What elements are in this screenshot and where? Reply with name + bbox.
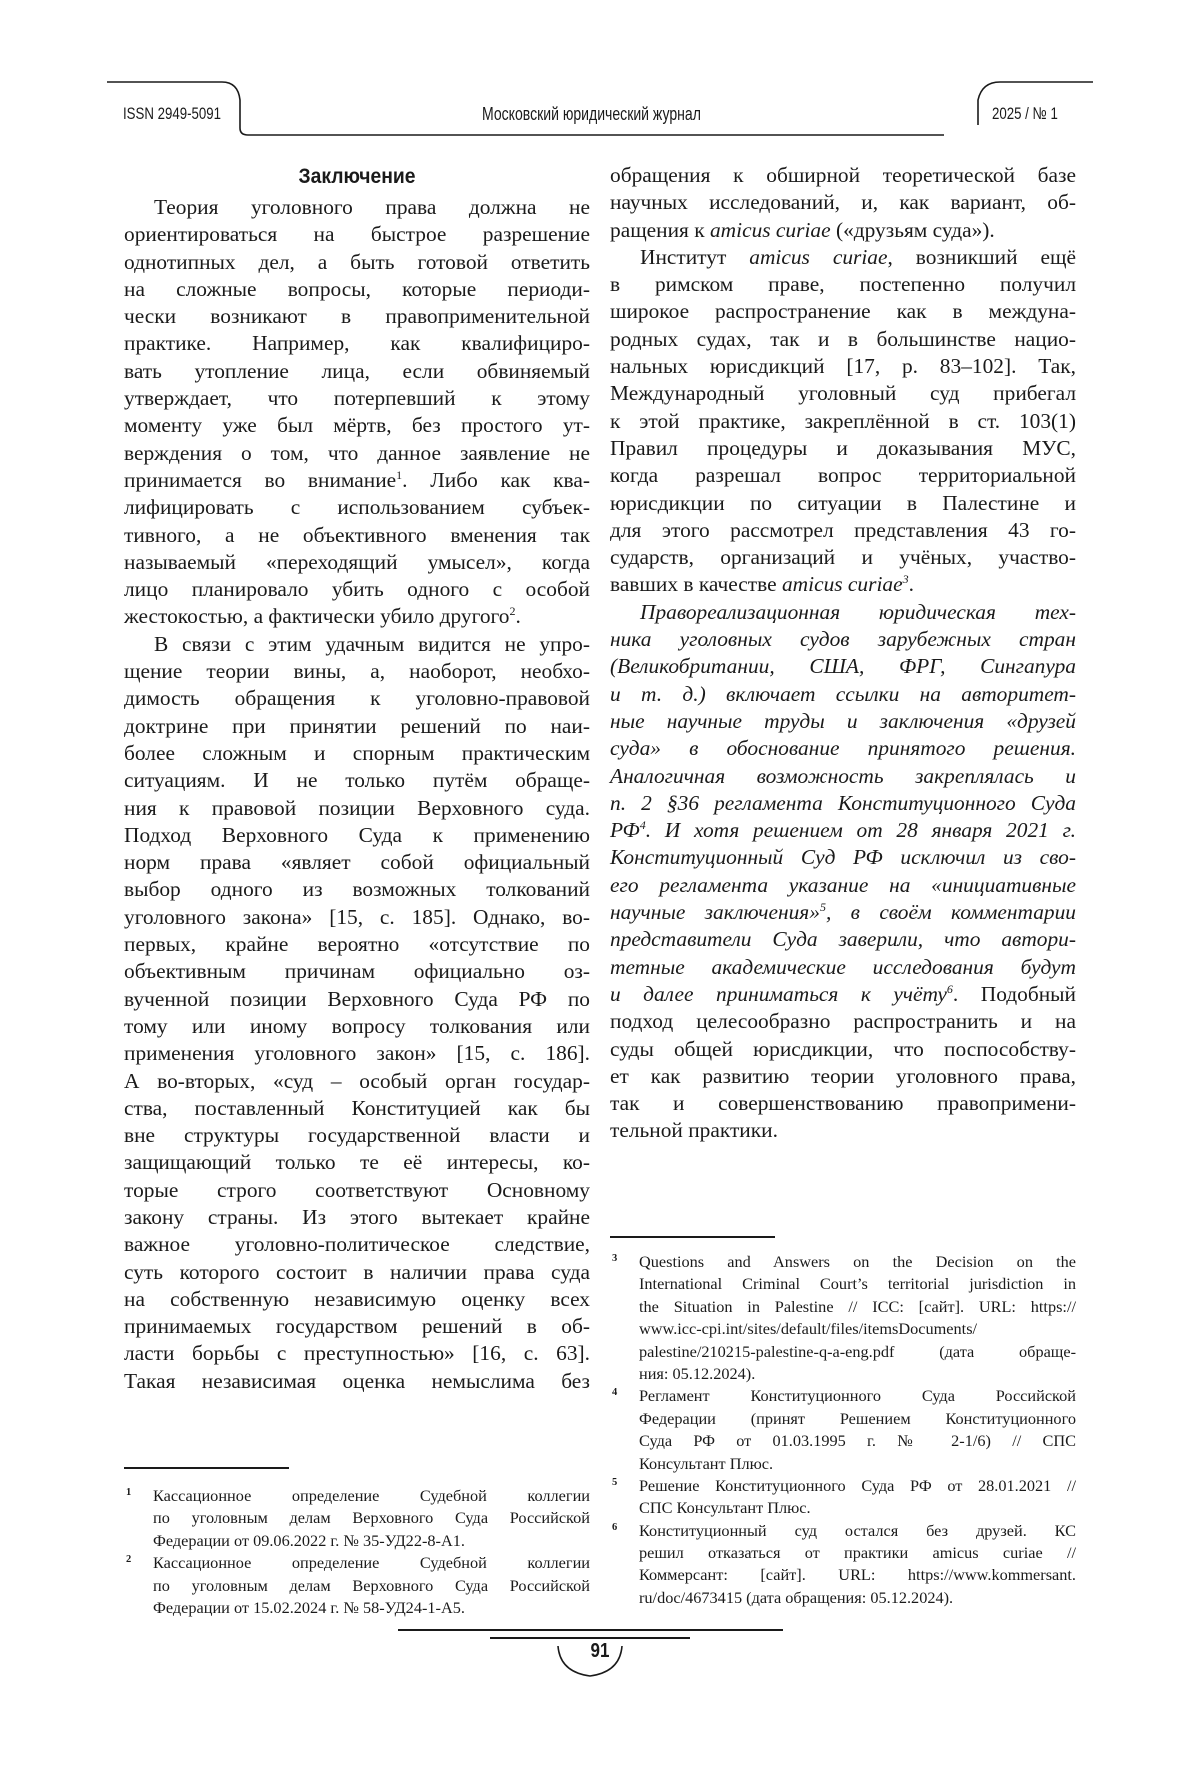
text-fragment: научные заключения»	[610, 900, 820, 925]
footnote-4	[610, 1385, 1076, 1475]
text-line: ет как развитию теории уголовного права,	[610, 1063, 1076, 1088]
right-column	[610, 162, 1076, 1145]
left-column	[124, 162, 590, 1395]
footnote-line: Федерации от 15.02.2024 г. № 58-УД24-1-А5.	[153, 1597, 465, 1617]
paragraph	[610, 244, 1076, 599]
text-line: тельной практики.	[610, 1118, 778, 1143]
text-line: вученной позиции Верховного Суда РФ по	[124, 986, 590, 1011]
text-line: применения уголовного закон» [15, с. 186].	[124, 1041, 590, 1066]
text-line: его регламента указание на «инициативные	[610, 872, 1076, 897]
footnote-number: 2	[126, 1554, 132, 1566]
text-line: первых, крайне вероятно «отсутствие по	[124, 932, 590, 957]
footnote-number: 4	[612, 1387, 618, 1399]
text-line: сударств, организаций и учёных, участво-	[610, 545, 1076, 570]
paragraph	[124, 631, 590, 1395]
text-line: суды общей юрисдикции, что поспособству-	[610, 1036, 1076, 1061]
footnote-line: International Criminal Court’s territorial jurisdiction in	[639, 1274, 1076, 1294]
text-line: для этого рассмотрел представления 43 го-	[610, 517, 1076, 542]
text-fragment: . И хотя решением от 28 января 2021 г.	[645, 818, 1076, 843]
footnote-number: 1	[126, 1487, 132, 1498]
text-line: юрисдикции по ситуации в Палестине и	[610, 490, 1076, 515]
text-line: защищающий только те её интересы, ко-	[124, 1150, 590, 1175]
text-line: обращения к обширной теоретической базе	[610, 163, 1076, 187]
text-fragment: вавших в качестве	[610, 572, 782, 597]
section-heading: Заключение	[298, 165, 416, 188]
latin-term: amicus curiae	[749, 244, 888, 269]
text-line: димость обращения к уголовно-правовой	[124, 686, 590, 711]
footnote-separator	[124, 1467, 289, 1469]
text-line: научных исследований, и, как вариант, об-	[610, 190, 1076, 215]
text-line: суть которого состоит в наличии права суда	[124, 1259, 590, 1284]
text-line: так и совершенствованию правопримени-	[610, 1091, 1076, 1116]
footnote-line: the Situation in Palestine // ICC: [сайт]. URL: https://	[639, 1296, 1076, 1316]
latin-term: amicus curiae	[781, 572, 903, 597]
footnote-ref-1[interactable]: 1	[396, 467, 403, 482]
text-fragment: принимается во внимание	[124, 467, 397, 492]
text-line: В связи с этим удачным видится не упро-	[154, 631, 590, 656]
footnote-2	[124, 1552, 590, 1619]
paragraph	[610, 162, 1076, 244]
text-line: ласти борьбы с преступностью» [16, с. 63].	[124, 1341, 590, 1366]
text-line: Правореализационная юридическая тех-	[640, 599, 1076, 624]
text-line: более сложным и спорным практическим	[124, 740, 590, 765]
text-fragment: Институт	[640, 244, 750, 269]
text-line: вать утопление лица, если обвиняемый	[124, 358, 590, 383]
footnote-line: Кассационное определение Судебной коллегии	[153, 1486, 590, 1505]
footnote-number: 5	[612, 1476, 618, 1488]
text-line	[610, 981, 1076, 1008]
footnote-number: 3	[612, 1253, 618, 1264]
text-line: однотипных дел, а быть готовой ответить	[124, 249, 590, 274]
text-line: лифицировать с использованием субъек-	[124, 495, 590, 520]
footnote-number: 6	[612, 1521, 618, 1533]
text-line: представители Суда заверили, что автори-	[610, 927, 1076, 952]
text-fragment: , возникший ещё	[887, 244, 1076, 269]
text-line: тому или иному вопросу толкования или	[124, 1013, 590, 1038]
text-line: подход целесообразно распространить и на	[610, 1009, 1076, 1034]
footnote-6	[610, 1520, 1076, 1610]
text-line: доктрине при принятии решений по наи-	[124, 713, 590, 738]
text-line: Подход Верховного Суда к применению	[124, 822, 590, 847]
text-fragment: («друзьям суда»).	[830, 217, 995, 242]
text-line: (Великобритании, США, ФРГ, Сингапура	[610, 654, 1076, 679]
footnote-line: Кассационное определение Судебной коллегии	[153, 1553, 590, 1573]
text-line	[610, 899, 1076, 926]
text-line: на собственную независимую оценку всех	[124, 1286, 590, 1311]
text-line: чески возникают в правоприменительной	[124, 304, 590, 329]
text-fragment: . Подобный	[952, 981, 1076, 1006]
text-fragment: , в своём комментарии	[825, 900, 1076, 925]
text-line: Аналогичная возможность закреплялась и	[610, 763, 1076, 788]
footnote-line: по уголовным делам Верховного Суда Российской	[153, 1508, 590, 1528]
footnote-ref-3[interactable]: 3	[902, 572, 909, 587]
text-fragment: .	[515, 604, 521, 629]
text-line	[124, 603, 590, 630]
text-fragment: ращения к	[610, 217, 710, 242]
text-line: Правил процедуры и доказывания МУС,	[610, 435, 1076, 460]
footnote-line: Решение Конституционного Суда РФ от 28.01.2021 //	[639, 1475, 1076, 1495]
text-fragment: . Либо как ква-	[402, 467, 590, 492]
paragraph	[610, 599, 1076, 1145]
text-line: ника уголовных судов зарубежных стран	[610, 627, 1076, 652]
footnote-line: Федерации от 09.06.2022 г. № 35-УД22-8-А1.	[153, 1530, 465, 1550]
footnote-line: Регламент Конституционного Суда Российской	[639, 1386, 1076, 1406]
text-line: Такая независимая оценка немыслима без	[124, 1368, 590, 1393]
footnote-line: ru/doc/4673415 (дата обращения: 05.12.2024).	[639, 1587, 954, 1607]
text-line: ния к правовой позиции Верховного суда.	[124, 795, 590, 820]
text-line	[610, 817, 1076, 844]
footnotes-right	[610, 1251, 1076, 1609]
text-line: практике. Например, как квалифициро-	[124, 331, 590, 356]
footnotes-left	[124, 1485, 590, 1619]
footnote-line: решил отказаться от практики amicus curiae //	[639, 1543, 1076, 1563]
issn: ISSN 2949-5091	[123, 104, 222, 123]
text-line: ные научные труды и заключения «друзей	[610, 708, 1076, 733]
text-fragment: .	[908, 572, 914, 597]
footnote-ref-4[interactable]: 4	[639, 818, 646, 832]
text-line	[124, 467, 590, 494]
footnote-1	[124, 1485, 590, 1552]
text-line	[610, 217, 1076, 244]
text-line: тетные академические исследования будут	[610, 954, 1076, 979]
text-line: называемый «переходящий умысел», когда	[124, 549, 590, 574]
text-line: ства, поставленный Конституцией как бы	[124, 1095, 590, 1120]
footnote-ref-6[interactable]: 6	[946, 981, 953, 996]
footnote-line: по уголовным делам Верховного Суда Российской	[153, 1575, 590, 1595]
footnote-line: СПС Консультант Плюс.	[639, 1498, 811, 1518]
text-line: принимаемых государством решений в об-	[124, 1314, 590, 1339]
footnote-line: Консультант Плюс.	[639, 1453, 774, 1473]
text-line: верждения о том, что данное заявление не	[124, 440, 590, 465]
footnote-line: Федерации (принят Решением Конституционного	[639, 1408, 1076, 1428]
text-line: выбор одного из возможных толкований	[124, 877, 590, 902]
running-header	[0, 0, 1200, 140]
text-line: тивного, а не объективного вменения так	[124, 522, 590, 547]
journal-title: Московский юридический журнал	[482, 104, 701, 124]
text-line: на сложные вопросы, которые периоди-	[124, 276, 590, 301]
footnote-separator	[610, 1236, 775, 1238]
text-line: родных судах, так и в большинстве нацио-	[610, 326, 1076, 351]
text-line	[610, 571, 1076, 598]
text-line: закону страны. Из этого вытекает крайне	[124, 1204, 590, 1229]
text-line: щение теории вины, а, наоборот, необхо-	[124, 659, 590, 684]
footnote-ref-2[interactable]: 2	[509, 604, 516, 619]
text-line: вне структуры государственной власти и	[124, 1123, 590, 1148]
text-line: норм права «являет собой официальный	[124, 850, 590, 875]
footnote-line: Суда РФ от 01.03.1995 г. № 2-1/6) // СПС	[639, 1431, 1076, 1451]
text-line: моменту уже был мёртв, без простого ут-	[124, 413, 590, 438]
footnote-line: Конституционный суд остался без друзей. КС	[639, 1520, 1076, 1540]
footnote-line: Коммерсант: [сайт]. URL: https://www.kommersant.	[639, 1565, 1076, 1585]
text-line: широкое распространение как в междуна-	[610, 299, 1076, 324]
text-line: в римском праве, постепенно получил	[610, 272, 1076, 297]
text-line: когда разрешал вопрос территориальной	[610, 463, 1076, 488]
footnote-3	[610, 1251, 1076, 1385]
text-line: Теория уголовного права должна не	[154, 195, 590, 219]
issue-number: 2025 / № 1	[992, 104, 1058, 123]
paragraph	[124, 194, 590, 631]
text-line: утверждает, что потерпевший к этому	[124, 386, 590, 411]
footnote-line: ния: 05.12.2024).	[639, 1363, 756, 1383]
text-line: А во-вторых, «суд – особый орган государ-	[124, 1068, 590, 1093]
page-number: 91	[590, 1640, 610, 1662]
footnote-line: palestine/210215-palestine-q-a-eng.pdf (дата обраще-	[639, 1341, 1076, 1361]
footnote-ref-5[interactable]: 5	[819, 899, 826, 914]
text-line: уголовного закона» [15, с. 185]. Однако, во-	[124, 904, 590, 929]
text-line: важное уголовно-политическое следствие,	[124, 1232, 590, 1257]
text-line: ситуациям. И не только путём обраще-	[124, 768, 590, 793]
text-line: Конституционный Суд РФ исключил из сво-	[610, 845, 1076, 870]
text-line: лицо планировало убить одного с особой	[124, 577, 590, 602]
text-line: суда» в обоснование принятого решения.	[610, 736, 1076, 761]
text-line: нальных юрисдикций [17, p. 83–102]. Так,	[610, 354, 1076, 379]
latin-term: amicus curiae	[709, 217, 831, 242]
text-line: ориентироваться на быстрое разрешение	[124, 222, 590, 247]
text-line	[610, 244, 1076, 271]
footnote-5	[610, 1475, 1076, 1520]
text-line: объективным причинам официально оз-	[124, 959, 590, 984]
footnote-line: www.icc-cpi.int/sites/default/files/itemsDocuments/	[639, 1319, 978, 1339]
text-line: п. 2 §36 регламента Конституционного Суда	[610, 790, 1076, 815]
text-fragment: и далее приниматься к учёту	[610, 981, 947, 1006]
text-line: к этой практике, закреплённой в ст. 103(1)	[610, 408, 1076, 433]
text-line: и т. д.) включает ссылки на авторитет-	[610, 681, 1076, 706]
text-fragment: РФ	[610, 818, 640, 843]
text-fragment: жестокостью, а фактически убило другого	[124, 604, 510, 629]
footnote-line: Questions and Answers on the Decision on the	[639, 1252, 1076, 1271]
text-line: Международный уголовный суд прибегал	[610, 381, 1076, 406]
text-line: торые строго соответствуют Основному	[124, 1177, 590, 1202]
